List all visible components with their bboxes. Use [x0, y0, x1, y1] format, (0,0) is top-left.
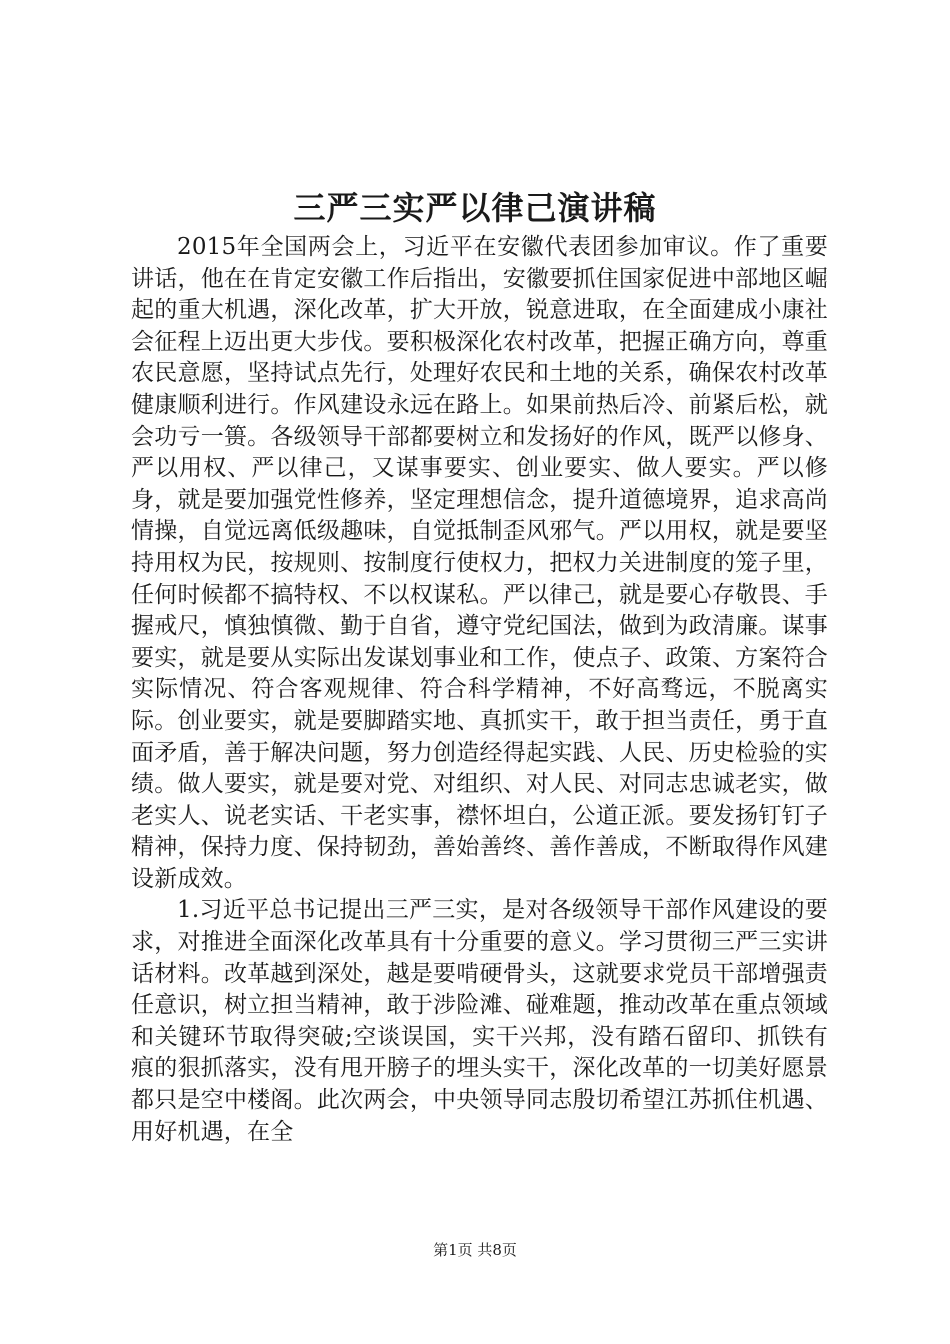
document-body	[131, 232, 828, 1148]
paragraph-2: 1.习近平总书记提出三严三实，是对各级领导干部作风建设的要求，对推进全面深化改革具有十分重要的意义。学习贯彻三严三实讲话材料。改革越到深处，越是要啃硬骨头，这就要求党员干部增强责任意识，树立担当精神，敢于涉险滩、碰难题，推动改革在重点领域和关键环节取得突破;空谈误国，实干兴邦，没有踏石留印、抓铁有痕的狠抓落实，没有甩开膀子的埋头实干，深化改革的一切美好愿景都只是空中楼阁。此次两会，中央领导同志殷切希望江苏抓住机遇、用好机遇，在全	[131, 897, 828, 1145]
paragraph-1: 2015年全国两会上，习近平在安徽代表团参加审议。作了重要讲话，他在在肯定安徽工作后指出，安徽要抓住国家促进中部地区崛起的重大机遇，深化改革，扩大开放，锐意进取，在全面建成小康社会征程上迈出更大步伐。要积极深化农村改革，把握正确方向，尊重农民意愿，坚持试点先行，处理好农民和土地的关系，确保农村改革健康顺利进行。作风建设永远在路上。如果前热后冷、前紧后松，就会功亏一篑。各级领导干部都要树立和发扬好的作风，既严以修身、严以用权、严以律己，又谋事要实、创业要实、做人要实。严以修身，就是要加强党性修养，坚定理想信念，提升道德境界，追求高尚情操，自觉远离低级趣味，自觉抵制歪风邪气。严以用权，就是要坚持用权为民，按规则、按制度行使权力，把权力关进制度的笼子里，任何时候都不搞特权、不以权谋私。严以律己，就是要心存敬畏、手握戒尺，慎独慎微、勤于自省，遵守党纪国法，做到为政清廉。谋事要实，就是要从实际出发谋划事业和工作，使点子、政策、方案符合实际情况、符合客观规律、符合科学精神，不好高骛远，不脱离实际。创业要实，就是要脚踏实地、真抓实干，敢于担当责任，勇于直面矛盾，善于解决问题，努力创造经得起实践、人民、历史检验的实绩。做人要实，就是要对党、对组织、对人民、对同志忠诚老实，做老实人、说老实话、干老实事，襟怀坦白，公道正派。要发扬钉钉子精神，保持力度、保持韧劲，善始善终、善作善成，不断取得作风建设新成效。	[131, 234, 828, 892]
document-title: 三严三实严以律己演讲稿	[293, 189, 657, 227]
page-footer: 第1页 共8页	[433, 1241, 517, 1259]
